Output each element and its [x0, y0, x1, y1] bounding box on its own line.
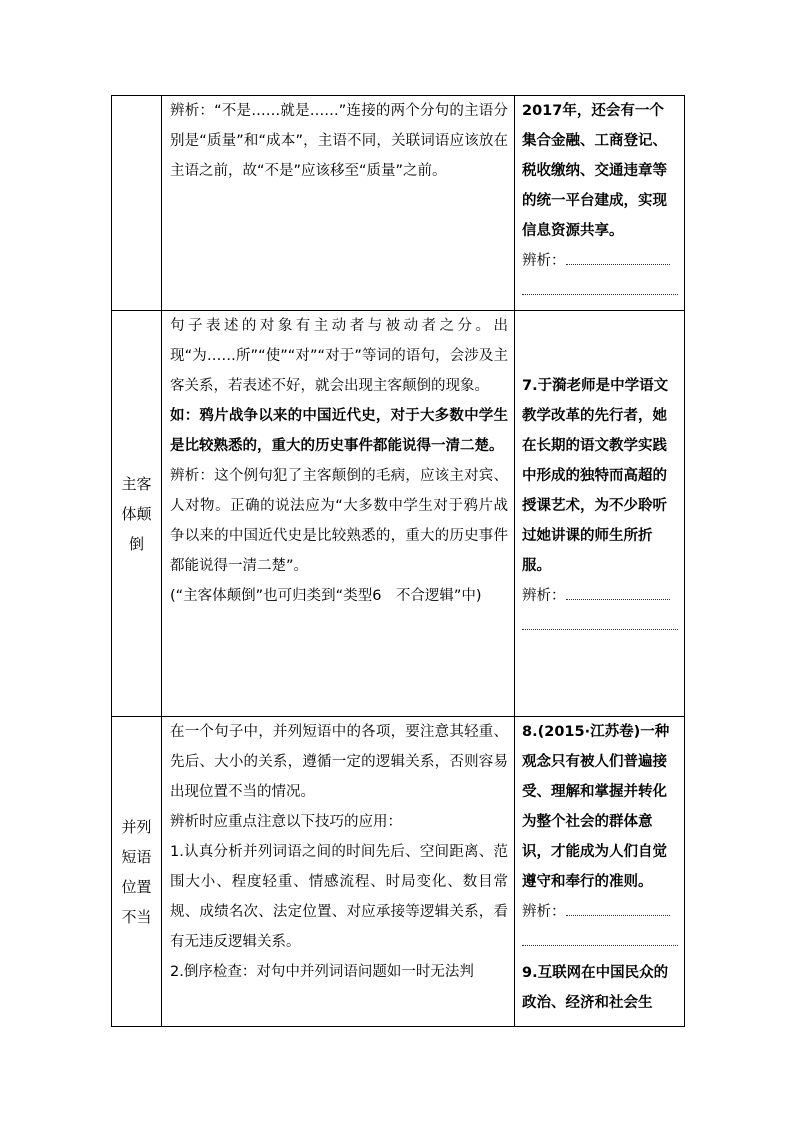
- description-paragraph: 在一个句子中，并列短语中的各项，要注意其轻重、先后、大小的关系，遵循一定的逻辑关系，否则容易出现位置不当的情况。: [170, 724, 508, 800]
- category-label: 短语: [121, 847, 152, 866]
- answer-blank[interactable]: [522, 927, 678, 946]
- example-cell: [515, 717, 685, 1027]
- answer-blank[interactable]: [566, 903, 670, 916]
- example-paragraph: 如：鸦片战争以来的中国近代史，对于大多数中学生是比较熟悉的，重大的历史事件都能说得一清二楚。: [170, 408, 508, 454]
- category-cell-empty: [112, 96, 162, 311]
- answer-blank[interactable]: [566, 587, 670, 600]
- category-label: 位置: [121, 877, 152, 896]
- description-paragraph: 辨析：“不是……就是……”连接的两个分句的主语分别是“质量”和“成本”，主语不同，关联词语应该放在主语之前，故“不是”应该移至“质量”之前。: [170, 103, 508, 179]
- answer-blank[interactable]: [566, 252, 670, 265]
- example-cell: [515, 96, 685, 311]
- description-paragraph: 2.倒序检查：对句中并列词语问题如一时无法判: [170, 964, 474, 980]
- category-label: 倒: [128, 534, 144, 553]
- category-cell: [112, 717, 162, 1027]
- answer-blank[interactable]: [522, 276, 678, 295]
- category-label: 体颠: [121, 504, 152, 523]
- category-label: 不当: [121, 907, 152, 926]
- description-cell: [162, 311, 515, 717]
- category-label: 并列: [121, 817, 152, 836]
- analysis-paragraph: 辨析：这个例句犯了主客颠倒的毛病，应该主对宾、人对物。正确的说法应为“大多数中学生对于鸦片战争以来的中国近代史是比较熟悉的，重大的历史事件都能说得一清二楚”。: [170, 468, 508, 574]
- answer-blank[interactable]: [522, 611, 678, 630]
- table-row: [112, 311, 685, 717]
- analysis-label: 辨析：: [522, 904, 566, 920]
- example-sentence: 2017年，还会有一个集合金融、工商登记、税收缴纳、交通违章等的统一平台建成，实现信息资源共享。: [522, 103, 667, 239]
- description-cell: [162, 717, 515, 1027]
- description-paragraph: 句子表述的对象有主动者与被动者之分。出现“为……所”“使”“对”“对于”等词的语句，会涉及主客关系，若表述不好，就会出现主客颠倒的现象。: [170, 318, 508, 394]
- description-cell: [162, 96, 515, 311]
- example-cell: [515, 311, 685, 717]
- analysis-line: [522, 581, 678, 611]
- note-paragraph: (“主客体颠倒”也可归类到“类型6 不合逻辑”中): [170, 588, 482, 604]
- analysis-line: [522, 897, 678, 927]
- description-paragraph: 辨析时应重点注意以下技巧的应用：: [170, 814, 402, 830]
- category-label: 主客: [121, 474, 152, 493]
- example-sentence: 7.于漪老师是中学语文教学改革的先行者，她在长期的语文教学实践中形成的独特而高超的授课艺术，为不少聆听过她讲课的师生所折服。: [522, 378, 669, 574]
- analysis-label: 辨析：: [522, 253, 566, 269]
- example-sentence: 8.(2015·江苏卷)一种观念只有被人们普遍接受、理解和掌握并转化为整个社会的群体意识，才能成为人们自觉遵守和奉行的准则。: [522, 724, 670, 890]
- analysis-line: [522, 246, 678, 276]
- description-paragraph: 1.认真分析并列词语之间的时间先后、空间距离、范围大小、程度轻重、情感流程、时局变化、数目常规、成绩名次、法定位置、对应承接等逻辑关系，看有无违反逻辑关系。: [170, 844, 508, 950]
- table-row: [112, 96, 685, 311]
- category-cell: [112, 311, 162, 717]
- grammar-table: [111, 95, 685, 1027]
- example-sentence: 9.互联网在中国民众的政治、经济和社会生: [522, 965, 669, 1011]
- table-row: [112, 717, 685, 1027]
- analysis-label: 辨析：: [522, 588, 566, 604]
